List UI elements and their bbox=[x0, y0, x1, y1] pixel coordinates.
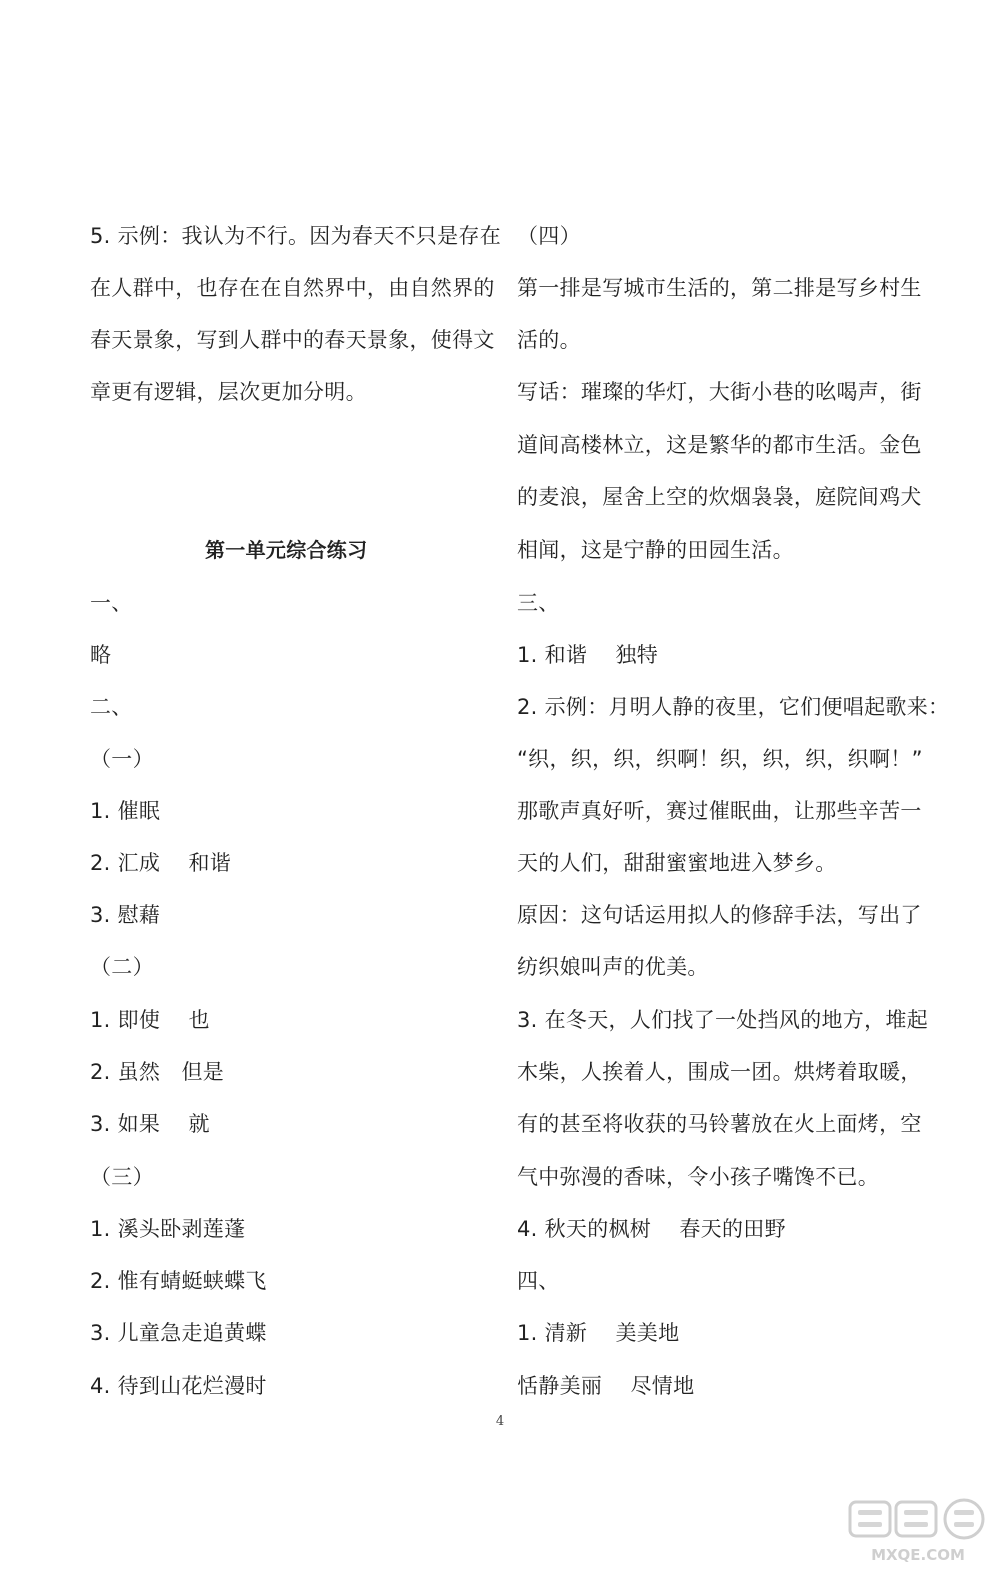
paragraph-line: 纺织娘叫声的优美。 bbox=[517, 955, 709, 979]
answer-5-line-2: 在人群中，也存在在自然界中，由自然界的 bbox=[90, 276, 495, 300]
list-item: 4. 待到山花烂漫时 bbox=[90, 1374, 267, 1398]
watermark-site-text: MXQE.COM bbox=[871, 1546, 965, 1564]
site-watermark-logo bbox=[846, 1498, 991, 1566]
paragraph-line: 原因：这句话运用拟人的修辞手法，写出了 bbox=[517, 903, 922, 927]
subsection-1-label: （一） bbox=[90, 747, 154, 771]
subsection-2-label: （二） bbox=[90, 955, 154, 979]
paragraph-line: 相闻，这是宁静的田园生活。 bbox=[517, 538, 794, 562]
answer-5-line-1: 5. 示例：我认为不行。因为春天不只是存在 bbox=[90, 224, 502, 248]
list-item: 3. 慰藉 bbox=[90, 903, 161, 927]
paragraph-line: 天的人们，甜甜蜜蜜地进入梦乡。 bbox=[517, 851, 837, 875]
list-item: 1. 催眠 bbox=[90, 799, 161, 823]
paragraph-line: 第一排是写城市生活的，第二排是写乡村生 bbox=[517, 276, 922, 300]
part-three-label: 三、 bbox=[517, 591, 560, 615]
part-one-answer: 略 bbox=[90, 643, 112, 667]
part-one-label: 一、 bbox=[90, 591, 133, 615]
paragraph-line: 3. 在冬天，人们找了一处挡风的地方，堆起 bbox=[517, 1008, 929, 1032]
paragraph-line: 写话：璀璨的华灯，大街小巷的吆喝声，街 bbox=[517, 380, 922, 404]
paragraph-line: 木柴，人挨着人，围成一团。烘烤着取暖， bbox=[517, 1060, 922, 1084]
list-item: 2. 惟有蜻蜓蛱蝶飞 bbox=[90, 1269, 267, 1293]
paragraph-line: 的麦浪，屋舍上空的炊烟袅袅，庭院间鸡犬 bbox=[517, 485, 922, 509]
list-item: 恬静美丽 尽情地 bbox=[517, 1374, 695, 1398]
list-item: 3. 如果 就 bbox=[90, 1112, 210, 1136]
part-four-label: 四、 bbox=[517, 1269, 560, 1293]
paragraph-line: 2. 示例：月明人静的夜里，它们便唱起歌来： bbox=[517, 695, 950, 719]
paragraph-line: “织，织，织，织啊！织，织，织，织啊！” bbox=[517, 747, 923, 771]
page-number: 4 bbox=[495, 1414, 505, 1429]
list-item: 1. 清新 美美地 bbox=[517, 1321, 680, 1345]
answer-5-line-4: 章更有逻辑，层次更加分明。 bbox=[90, 380, 367, 404]
list-item: 2. 虽然 但是 bbox=[90, 1060, 225, 1084]
list-item: 4. 秋天的枫树 春天的田野 bbox=[517, 1217, 786, 1241]
subsection-3-label: （三） bbox=[90, 1165, 154, 1189]
paragraph-line: 那歌声真好听，赛过催眠曲，让那些辛苦一 bbox=[517, 799, 922, 823]
list-item: 1. 即使 也 bbox=[90, 1008, 210, 1032]
part-two-label: 二、 bbox=[90, 695, 133, 719]
section-heading: 第一单元综合练习 bbox=[205, 538, 368, 562]
paragraph-line: 气中弥漫的香味，令小孩子嘴馋不已。 bbox=[517, 1165, 880, 1189]
list-item: 1. 和谐 独特 bbox=[517, 643, 659, 667]
list-item: 2. 汇成 和谐 bbox=[90, 851, 232, 875]
subsection-4-label: （四） bbox=[517, 224, 581, 248]
paragraph-line: 有的甚至将收获的马铃薯放在火上面烤，空 bbox=[517, 1112, 922, 1136]
list-item: 3. 儿童急走追黄蝶 bbox=[90, 1321, 267, 1345]
paragraph-line: 道间高楼林立，这是繁华的都市生活。金色 bbox=[517, 433, 922, 457]
list-item: 1. 溪头卧剥莲蓬 bbox=[90, 1217, 246, 1241]
paragraph-line: 活的。 bbox=[517, 328, 581, 352]
answer-5-line-3: 春天景象，写到人群中的春天景象，使得文 bbox=[90, 328, 495, 352]
